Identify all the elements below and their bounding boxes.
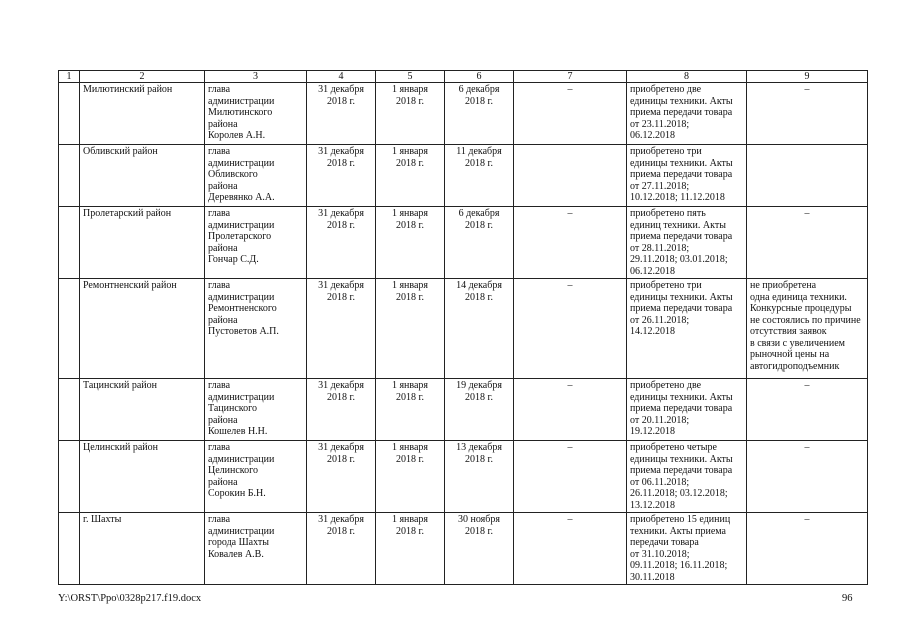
column-7-cell: – bbox=[514, 441, 627, 513]
row-number-cell bbox=[59, 83, 80, 145]
result-cell: приобретено 15 единиц техники. Акты приема передачи товара от 31.10.2018; 09.11.2018; 16.11.2018; 30.11.2018 bbox=[627, 513, 747, 585]
header-cell-6: 6 bbox=[445, 71, 514, 83]
result-cell: приобретено три единицы техники. Акты приема передачи товара от 26.11.2018; 14.12.2018 bbox=[627, 279, 747, 379]
table-row bbox=[59, 145, 868, 207]
row-number-cell bbox=[59, 513, 80, 585]
district-cell: Целинский район bbox=[80, 441, 205, 513]
header-cell-4: 4 bbox=[307, 71, 376, 83]
actual-date-cell: 30 ноября 2018 г. bbox=[445, 513, 514, 585]
start-date-cell: 1 января 2018 г. bbox=[376, 145, 445, 207]
column-7-cell: – bbox=[514, 379, 627, 441]
remarks-cell: – bbox=[747, 83, 868, 145]
header-cell-3: 3 bbox=[205, 71, 307, 83]
result-cell: приобретено три единицы техники. Акты приема передачи товара от 27.11.2018; 10.12.2018; 11.12.2018 bbox=[627, 145, 747, 207]
header-cell-9: 9 bbox=[747, 71, 868, 83]
planned-end-date-cell: 31 декабря 2018 г. bbox=[307, 379, 376, 441]
result-cell: приобретено пять единиц техники. Акты приема передачи товара от 28.11.2018; 29.11.2018; 03.01.2018; 06.12.2018 bbox=[627, 207, 747, 279]
start-date-cell: 1 января 2018 г. bbox=[376, 441, 445, 513]
responsible-cell: глава администрации Обливского района Деревянко А.А. bbox=[205, 145, 307, 207]
column-7-cell: – bbox=[514, 513, 627, 585]
header-cell-1: 1 bbox=[59, 71, 80, 83]
row-number-cell bbox=[59, 207, 80, 279]
table-row bbox=[59, 441, 868, 513]
remarks-cell: – bbox=[747, 379, 868, 441]
actual-date-cell: 6 декабря 2018 г. bbox=[445, 207, 514, 279]
report-table bbox=[58, 70, 868, 585]
header-cell-5: 5 bbox=[376, 71, 445, 83]
district-cell: Пролетарский район bbox=[80, 207, 205, 279]
actual-date-cell: 11 декабря 2018 г. bbox=[445, 145, 514, 207]
start-date-cell: 1 января 2018 г. bbox=[376, 279, 445, 379]
column-7-cell bbox=[514, 145, 627, 207]
result-cell: приобретено четыре единицы техники. Акты приема передачи товара от 06.11.2018; 26.11.2018; 03.12.2018; 13.12.2018 bbox=[627, 441, 747, 513]
remarks-cell: – bbox=[747, 441, 868, 513]
start-date-cell: 1 января 2018 г. bbox=[376, 379, 445, 441]
table-row bbox=[59, 83, 868, 145]
responsible-cell: глава администрации города Шахты Ковалев А.В. bbox=[205, 513, 307, 585]
actual-date-cell: 19 декабря 2018 г. bbox=[445, 379, 514, 441]
responsible-cell: глава администрации Пролетарского района Гончар С.Д. bbox=[205, 207, 307, 279]
planned-end-date-cell: 31 декабря 2018 г. bbox=[307, 207, 376, 279]
table-row bbox=[59, 207, 868, 279]
header-cell-2: 2 bbox=[80, 71, 205, 83]
footer-file-path: Y:\ORST\Ppo\0328p217.f19.docx bbox=[58, 593, 202, 604]
planned-end-date-cell: 31 декабря 2018 г. bbox=[307, 145, 376, 207]
row-number-cell bbox=[59, 379, 80, 441]
column-7-cell: – bbox=[514, 83, 627, 145]
planned-end-date-cell: 31 декабря 2018 г. bbox=[307, 513, 376, 585]
remarks-cell: – bbox=[747, 207, 868, 279]
actual-date-cell: 13 декабря 2018 г. bbox=[445, 441, 514, 513]
row-number-cell bbox=[59, 441, 80, 513]
remarks-cell: не приобретена одна единица техники. Конкурсные процедуры не состоялись по причине отсутствия заявок в связи с увеличением рыночной цены на автогидроподъемник bbox=[747, 279, 868, 379]
responsible-cell: глава администрации Тацинского района Кошелев Н.Н. bbox=[205, 379, 307, 441]
remarks-cell: – bbox=[747, 513, 868, 585]
header-cell-7: 7 bbox=[514, 71, 627, 83]
start-date-cell: 1 января 2018 г. bbox=[376, 207, 445, 279]
district-cell: г. Шахты bbox=[80, 513, 205, 585]
district-cell: Обливский район bbox=[80, 145, 205, 207]
row-number-cell bbox=[59, 145, 80, 207]
planned-end-date-cell: 31 декабря 2018 г. bbox=[307, 83, 376, 145]
actual-date-cell: 14 декабря 2018 г. bbox=[445, 279, 514, 379]
column-7-cell: – bbox=[514, 279, 627, 379]
result-cell: приобретено две единицы техники. Акты приема передачи товара от 23.11.2018; 06.12.2018 bbox=[627, 83, 747, 145]
district-cell: Тацинский район bbox=[80, 379, 205, 441]
page-number: 96 bbox=[842, 593, 853, 604]
start-date-cell: 1 января 2018 г. bbox=[376, 83, 445, 145]
table-row bbox=[59, 379, 868, 441]
district-cell: Милютинский район bbox=[80, 83, 205, 145]
planned-end-date-cell: 31 декабря 2018 г. bbox=[307, 441, 376, 513]
actual-date-cell: 6 декабря 2018 г. bbox=[445, 83, 514, 145]
table-row bbox=[59, 279, 868, 379]
start-date-cell: 1 января 2018 г. bbox=[376, 513, 445, 585]
table-header-row bbox=[59, 71, 868, 83]
table-row bbox=[59, 513, 868, 585]
responsible-cell: глава администрации Милютинского района Королев А.Н. bbox=[205, 83, 307, 145]
responsible-cell: глава администрации Ремонтненского района Пустоветов А.П. bbox=[205, 279, 307, 379]
row-number-cell bbox=[59, 279, 80, 379]
result-cell: приобретено две единицы техники. Акты приема передачи товара от 20.11.2018; 19.12.2018 bbox=[627, 379, 747, 441]
remarks-cell bbox=[747, 145, 868, 207]
column-7-cell: – bbox=[514, 207, 627, 279]
planned-end-date-cell: 31 декабря 2018 г. bbox=[307, 279, 376, 379]
responsible-cell: глава администрации Целинского района Сорокин Б.Н. bbox=[205, 441, 307, 513]
header-cell-8: 8 bbox=[627, 71, 747, 83]
district-cell: Ремонтненский район bbox=[80, 279, 205, 379]
